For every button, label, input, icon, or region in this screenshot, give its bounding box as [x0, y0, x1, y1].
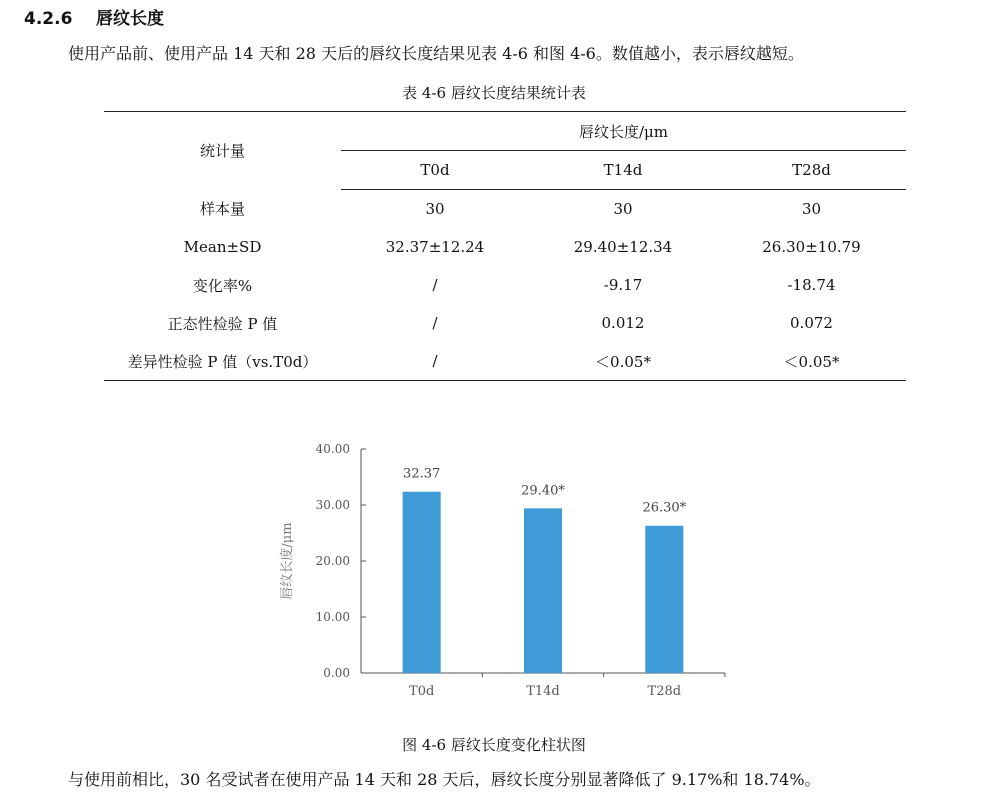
section-heading [24, 4, 164, 29]
conclusion-paragraph: 与使用前相比，30 名受试者在使用产品 14 天和 28 天后，唇纹长度分别显著降低了 9.17%和 18.74%。 [68, 770, 821, 789]
table-cell: -18.74 [787, 276, 836, 294]
group-header: 唇纹长度/μm [341, 112, 906, 151]
y-axis-title: 唇纹长度/μm [280, 522, 295, 600]
intro-paragraph: 使用产品前、使用产品 14 天和 28 天后的唇纹长度结果见表 4-6 和图 4-6。数值越小，表示唇纹越短。 [68, 44, 804, 63]
x-tick-label: T14d [526, 684, 560, 699]
y-tick-label: 30.00 [315, 498, 350, 512]
table-cell: 30 [613, 200, 633, 218]
table-cell: / [341, 342, 529, 381]
table-cell: / [432, 276, 438, 294]
table-cell: 0.072 [790, 314, 833, 332]
table-cell: 0.012 [601, 314, 645, 332]
y-tick-label: 20.00 [315, 554, 350, 568]
bar [524, 508, 562, 673]
row-label: Mean±SD [183, 238, 262, 256]
column-header: T28d [717, 151, 906, 190]
bar-chart [260, 430, 740, 710]
row-label: 正态性检验 P 值 [167, 314, 278, 333]
row-label: 变化率% [192, 276, 253, 295]
data-label: 26.30* [642, 500, 687, 516]
table-cell: 30 [425, 200, 445, 218]
y-tick-label: 10.00 [315, 610, 350, 624]
section-title: 唇纹长度 [96, 9, 164, 29]
section-number: 4.2.6 [24, 9, 73, 29]
bar [403, 492, 441, 673]
table-cell: 29.40±12.34 [573, 238, 673, 256]
table-row [104, 304, 906, 342]
x-tick-label: T0d [409, 684, 435, 699]
y-tick-label: 40.00 [315, 442, 350, 456]
y-tick-label: 0.00 [323, 666, 350, 680]
table-row [104, 342, 906, 381]
table-cell: 32.37±12.24 [385, 238, 485, 256]
column-header: T0d [341, 151, 529, 190]
table-caption: 表 4-6 唇纹长度结果统计表 [402, 84, 586, 102]
table-cell: 30 [801, 200, 822, 218]
figure-caption: 图 4-6 唇纹长度变化柱状图 [402, 736, 586, 754]
table-cell: 26.30±10.79 [762, 238, 861, 256]
table-cell: -9.17 [603, 276, 643, 294]
table-cell: ＜0.05* [717, 342, 906, 381]
data-label: 29.40* [521, 483, 565, 499]
stat-header: 统计量 [104, 112, 341, 190]
row-label: 差异性检验 P 值（vs.T0d） [104, 342, 341, 381]
stats-table [104, 111, 906, 381]
table-row [104, 190, 906, 229]
x-tick-label: T28d [647, 684, 682, 699]
table-row [104, 228, 906, 266]
bar [645, 526, 683, 673]
row-label: 样本量 [199, 200, 245, 219]
table-row [104, 266, 906, 304]
column-header: T14d [529, 151, 717, 190]
table-cell: ＜0.05* [529, 342, 717, 381]
data-label: 32.37 [403, 466, 441, 482]
table-cell: / [432, 314, 438, 332]
